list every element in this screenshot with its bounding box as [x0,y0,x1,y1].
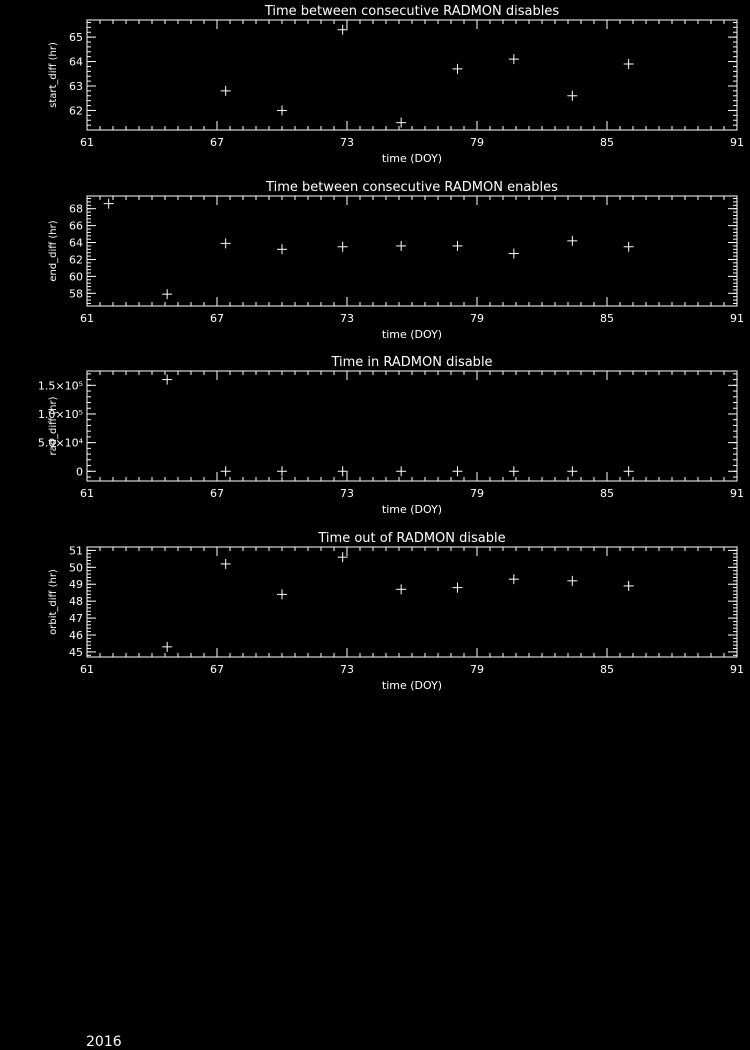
chart-panel-2 [48,180,744,341]
x-tick-label: 73 [340,663,354,676]
data-point [338,466,348,476]
x-tick-label: 73 [340,487,354,500]
data-point [453,64,463,74]
data-point [277,244,287,254]
chart-panel-1 [48,4,744,165]
data-point [338,25,348,35]
data-point [509,54,519,64]
x-tick-label: 67 [210,136,224,149]
y-axis-label: end_diff (hr) [48,220,59,282]
y-tick-label: 50 [69,561,83,575]
data-point [396,241,406,251]
data-point [221,559,231,569]
x-tick-label: 85 [600,136,614,149]
x-tick-label: 73 [340,312,354,325]
x-axis-label: time (DOY) [381,152,443,165]
data-point [567,576,577,586]
footer-year: 2016 [86,1034,122,1050]
x-tick-label: 67 [210,663,224,676]
y-tick-label: 49 [69,578,83,592]
x-axis-label: time (DOY) [381,679,443,692]
data-point [624,466,634,476]
y-tick-label: 5.0×10⁴ [37,436,83,450]
plot-frame [87,20,737,130]
x-tick-label: 91 [730,487,744,500]
chart-title: Time in RADMON disable [331,355,493,370]
data-point [338,242,348,252]
data-point [567,91,577,101]
data-point [624,242,634,252]
chart-panel-3 [38,355,744,516]
data-point [277,589,287,599]
x-tick-label: 91 [730,136,744,149]
plot-frame [87,196,737,306]
data-point [509,249,519,259]
y-tick-label: 62 [69,253,83,267]
chart-title: Time out of RADMON disable [318,531,506,546]
x-tick-label: 61 [80,487,94,500]
chart-panel-4 [48,531,744,692]
y-tick-label: 63 [69,80,83,93]
x-tick-label: 85 [600,487,614,500]
y-tick-label: 62 [69,104,83,118]
x-tick-label: 79 [470,312,484,325]
y-tick-label: 68 [69,202,83,216]
y-axis-label: start_diff (hr) [48,42,59,108]
data-point [453,466,463,476]
x-tick-label: 79 [470,663,484,676]
x-tick-label: 79 [470,136,484,149]
data-point [396,584,406,594]
x-tick-label: 85 [600,312,614,325]
x-tick-label: 67 [210,312,224,325]
data-point [453,241,463,251]
data-point [624,59,634,69]
data-point [277,105,287,115]
data-point [338,552,348,562]
data-point [509,574,519,584]
data-point [567,236,577,246]
plot-frame [87,371,737,481]
y-tick-label: 1.5×10⁵ [37,379,83,393]
x-tick-label: 61 [80,136,94,149]
data-point [567,466,577,476]
data-point [453,583,463,593]
data-point [162,375,172,385]
data-point [162,289,172,299]
data-point [277,466,287,476]
x-tick-label: 67 [210,487,224,500]
x-tick-label: 73 [340,136,354,149]
data-point [104,199,114,209]
data-point [221,466,231,476]
plot-frame [87,547,737,657]
x-tick-label: 85 [600,663,614,676]
y-tick-label: 47 [69,612,83,626]
x-axis-label: time (DOY) [381,328,443,341]
data-point [221,86,231,96]
y-tick-label: 45 [69,645,83,659]
data-point [396,466,406,476]
data-point [624,581,634,591]
y-tick-label: 51 [69,544,83,558]
y-tick-label: 48 [69,595,83,609]
y-axis-label: orbit_diff (hr) [48,569,59,635]
data-point [509,466,519,476]
y-tick-label: 66 [69,219,83,233]
y-tick-label: 64 [69,55,83,69]
y-tick-label: 65 [69,31,83,45]
y-tick-label: 58 [69,287,83,301]
y-axis-label: rad_diff (hr) [48,396,59,456]
x-tick-label: 61 [80,663,94,676]
data-point [221,238,231,248]
y-tick-label: 1.0×10⁵ [37,407,83,421]
data-point [162,642,172,652]
x-tick-label: 61 [80,312,94,325]
chart-title: Time between consecutive RADMON enables [266,180,558,195]
y-tick-label: 0 [76,465,83,479]
y-tick-label: 64 [69,236,83,250]
x-tick-label: 91 [730,663,744,676]
y-tick-label: 46 [69,629,83,642]
y-tick-label: 60 [69,270,83,284]
data-point [396,118,406,128]
x-axis-label: time (DOY) [381,503,443,516]
chart-title: Time between consecutive RADMON disables [264,4,560,19]
x-tick-label: 91 [730,312,744,325]
x-tick-label: 79 [470,487,484,500]
